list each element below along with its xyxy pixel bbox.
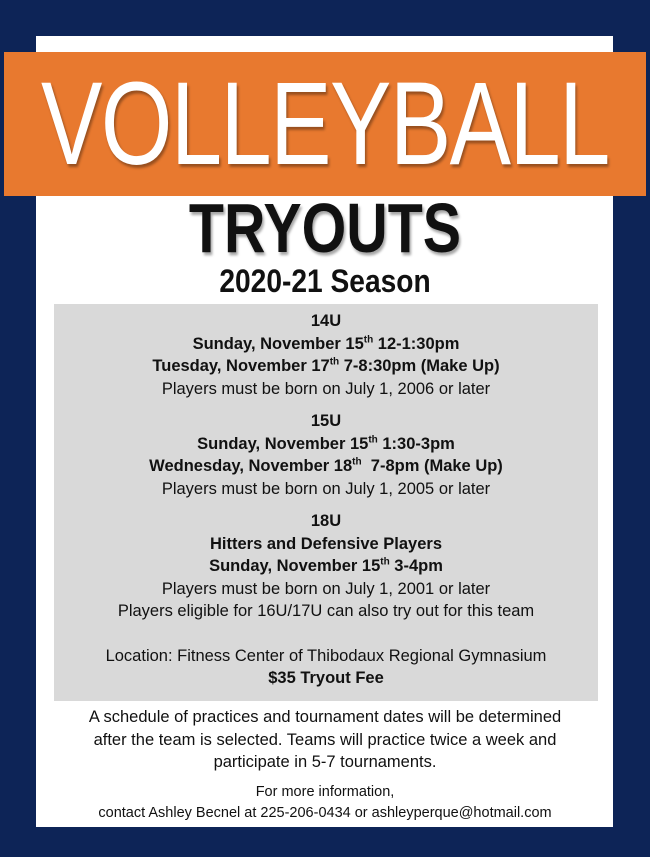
fee-text: $35 Tryout Fee [268, 669, 384, 687]
session-date: Sunday, November 15th 3-4pm [209, 556, 443, 575]
session-date: Sunday, November 15th 1:30-3pm [197, 434, 455, 453]
banner-title: VOLLEYBALL [41, 58, 609, 190]
session-date: Tuesday, November 17th 7-8:30pm (Make Up) [152, 356, 500, 375]
contact-intro: For more information, [255, 784, 395, 800]
schedule-line: participate in 5-7 tournaments. [213, 753, 437, 771]
group-18u [54, 510, 598, 623]
location-text: Location: Fitness Center of Thibodaux Regional Gymnasium [105, 646, 547, 665]
tryout-info-box [54, 304, 598, 701]
positions-text: Hitters and Defensive Players [209, 534, 443, 553]
contact-details: contact Ashley Becnel at 225-206-0434 or ashleyperque@hotmail.com [98, 805, 552, 821]
schedule-line: after the team is selected. Teams will practice twice a week and [93, 730, 557, 749]
schedule-line: A schedule of practices and tournament dates will be determined [88, 708, 562, 726]
title-banner [4, 52, 646, 196]
eligibility-text: Players must be born on July 1, 2005 or later [161, 479, 491, 498]
eligibility-note: Players eligible for 16U/17U can also try out for this team [117, 602, 535, 620]
group-14u [54, 310, 598, 400]
eligibility-text: Players must be born on July 1, 2006 or later [161, 379, 491, 398]
session-date: Wednesday, November 18th 7-8pm (Make Up) [149, 456, 503, 475]
age-group-label: 14U [310, 312, 342, 330]
tryouts-heading: TRYOUTS [188, 189, 462, 267]
contact-info [60, 782, 590, 824]
eligibility-text: Players must be born on July 1, 2001 or later [161, 579, 491, 598]
age-group-label: 15U [310, 412, 342, 430]
age-group-label: 18U [310, 512, 342, 530]
schedule-paragraph [60, 706, 590, 774]
group-15u [54, 410, 598, 500]
season-heading: 2020-21 Season [219, 263, 431, 299]
session-date: Sunday, November 15th 12-1:30pm [192, 334, 460, 353]
